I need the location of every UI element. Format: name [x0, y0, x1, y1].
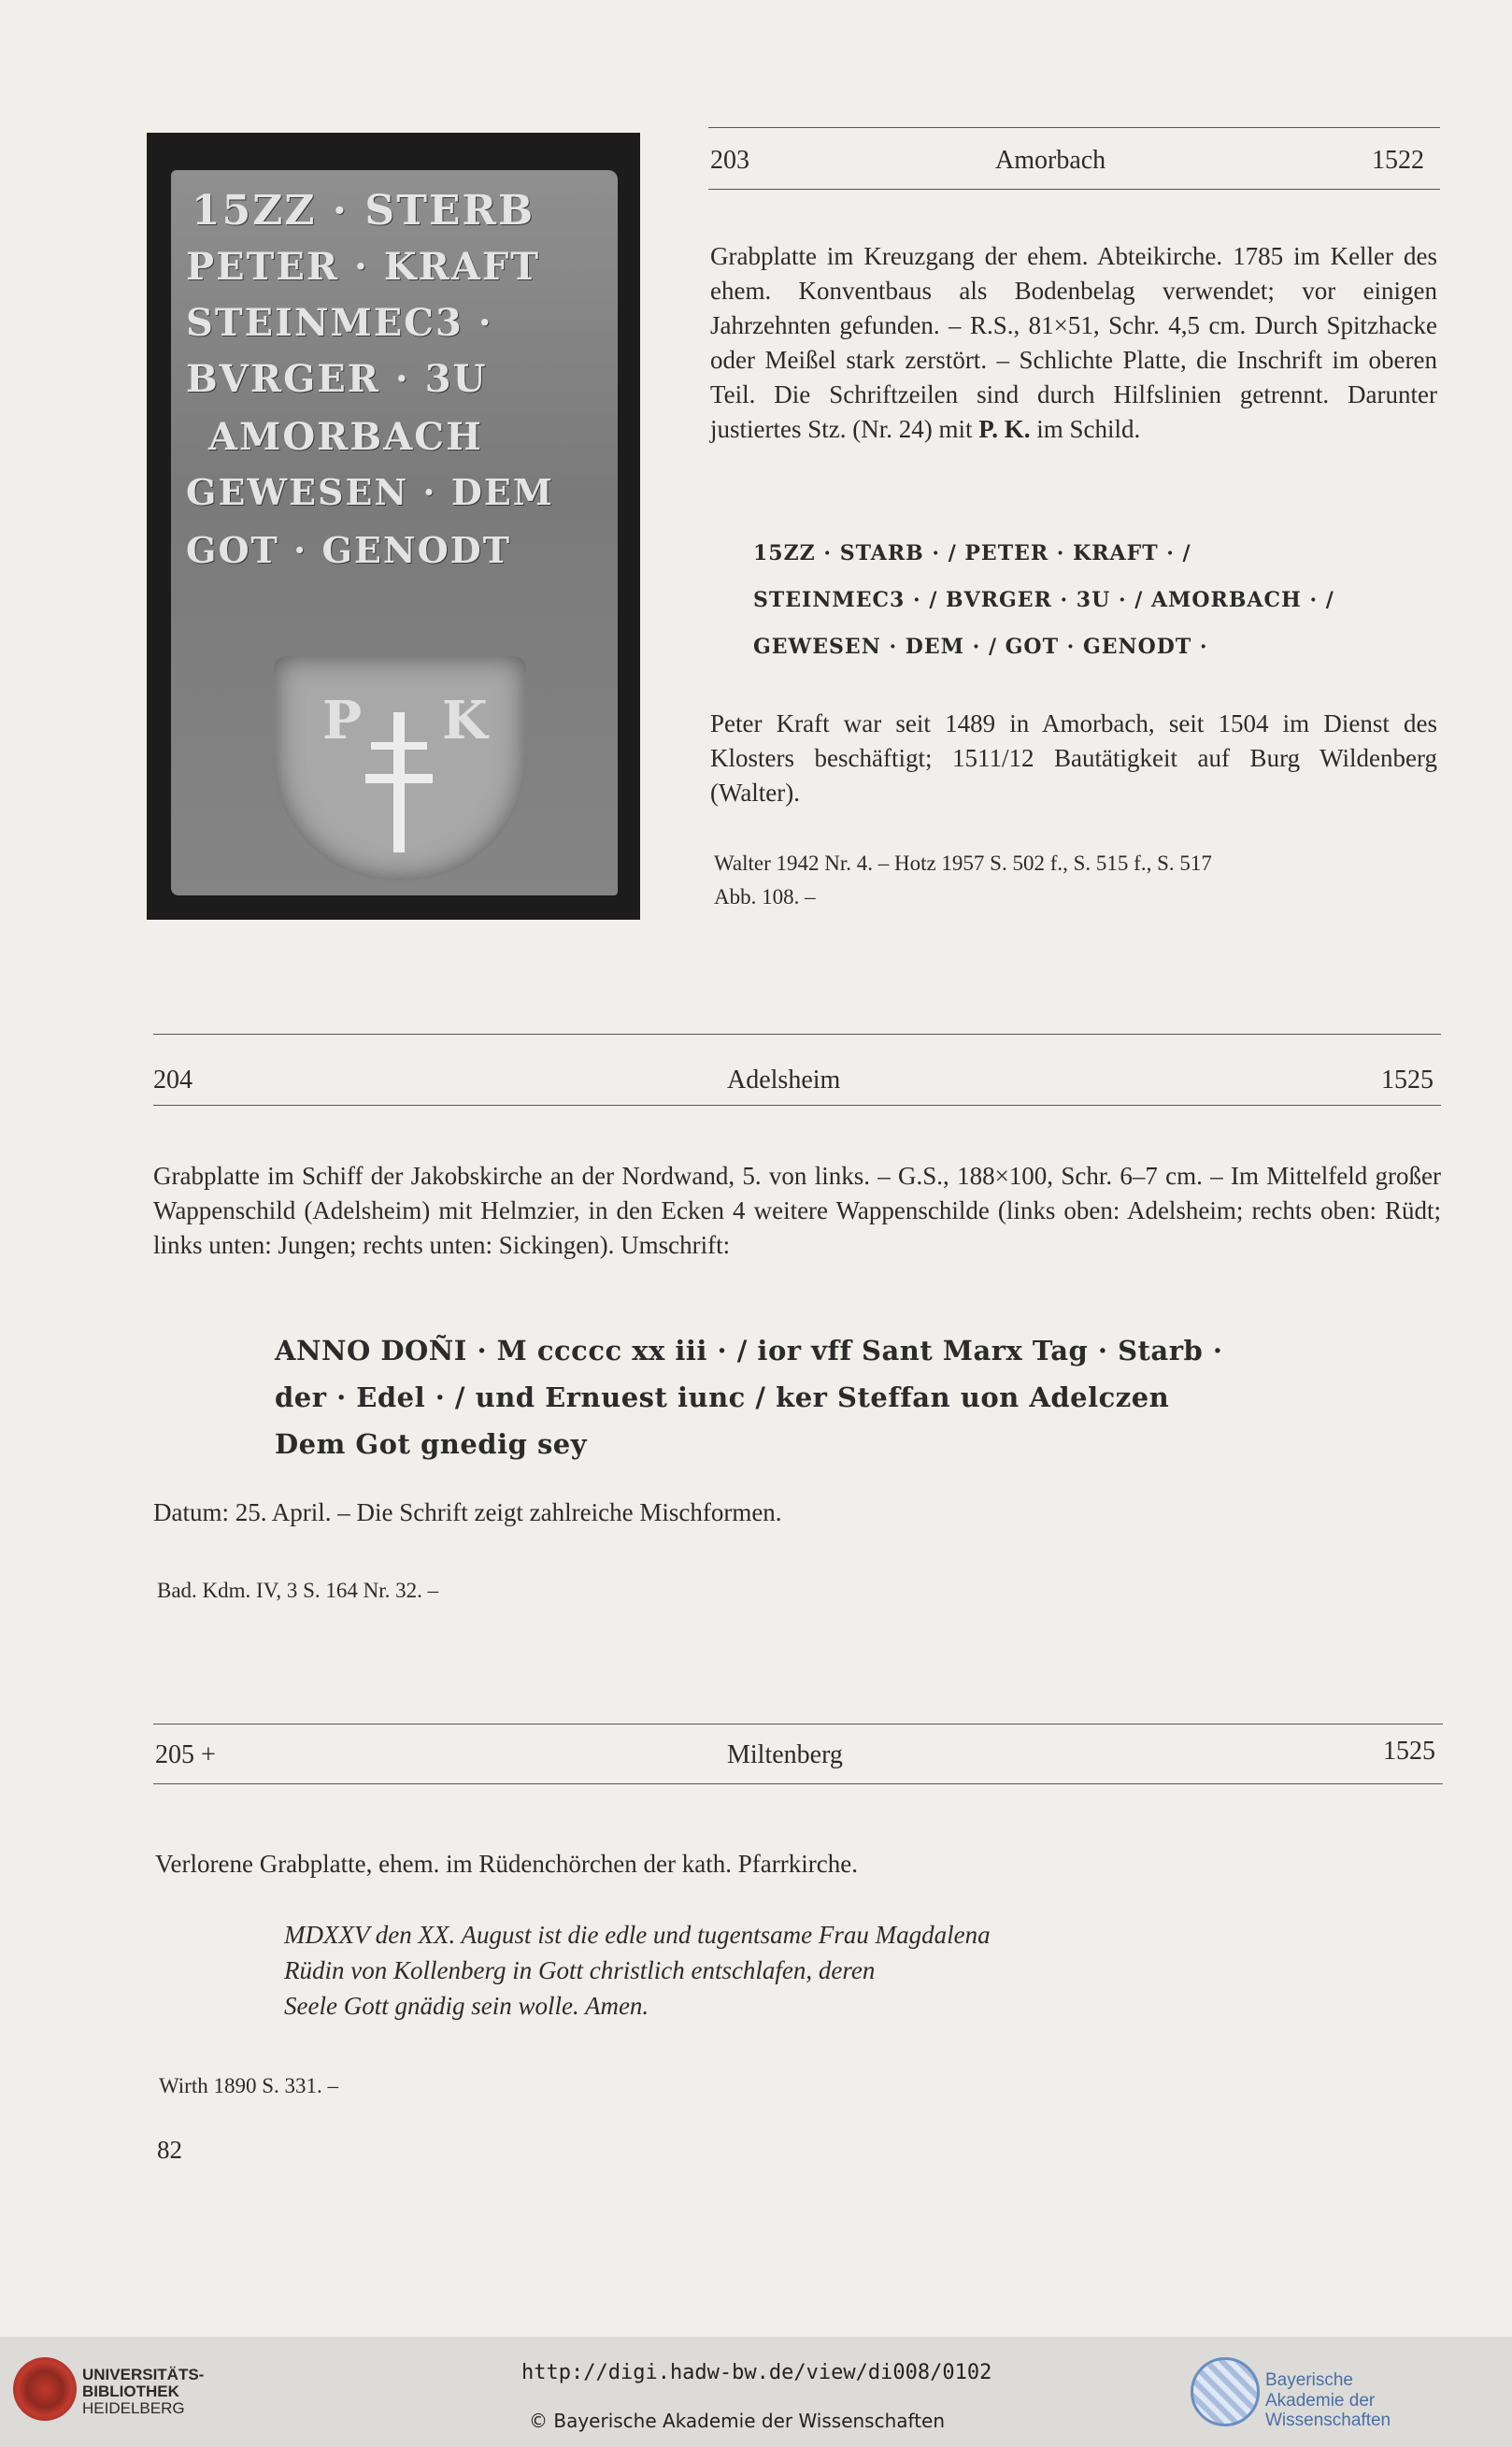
- entry-year: 1525: [1383, 1737, 1435, 1766]
- inscription-line-2: STEINMEC3 · / BVRGER · 3U · / AMORBACH · /: [753, 588, 1334, 612]
- uni-seal-icon: [13, 2357, 77, 2421]
- uni-name-line-3: HEIDELBERG: [82, 2399, 185, 2417]
- stone-line-7: GOT · GENODT: [186, 529, 512, 571]
- entry-description: Grabplatte im Schiff der Jakobskirche an der Nordwand, 5. von links. – G.S., 188×100, Schr. 6–7 cm. – Im Mittelfeld großer Wappenschild (Adelsheim) mit Helmzier, in den Ecken 4 weitere Wappenschilde (links oben: Adelsheim; rechts oben: Rüdt; links unten: Jungen; rechts unten: Sickingen). Umschrift:: [153, 1162, 1441, 1259]
- stone-line-5: AMORBACH: [208, 415, 483, 459]
- inscription-line-3: Dem Got gnedig sey: [275, 1428, 588, 1460]
- akademie-name-line-1: Bayerische: [1265, 2370, 1353, 2390]
- inscription-line-2: Rüdin von Kollenberg in Gott christlich entschlafen, deren: [284, 1956, 876, 1984]
- stone-line-6: GEWESEN · DEM: [186, 471, 554, 513]
- entry-description: Verlorene Grabplatte, ehem. im Rüdenchörchen der kath. Pfarrkirche.: [155, 1850, 858, 1878]
- stone-line-1: 15ZZ · STERB: [192, 187, 535, 235]
- entry-number: 204: [153, 1066, 193, 1095]
- entry-refs: Wirth 1890 S. 331. –: [159, 2074, 339, 2097]
- inscription-line-1: ANNO DOÑI · M ccccc xx iii · / ior vff Sant Marx Tag · Starb ·: [275, 1335, 1223, 1367]
- page-number: 82: [157, 2136, 182, 2164]
- entry-description: Grabplatte im Kreuzgang der ehem. Abteikirche. 1785 im Keller des ehem. Konventbaus als Bodenbelag verwendet; vor einigen Jahrzehnten gefunden. – R.S., 81×51, Schr. 4,5 cm. Durch Spitzhacke oder Meißel stark zerstört. – Schlichte Platte, die Inschrift im oberen Teil. Die Schriftzeilen sind durch Hilfslinien getrennt. Darunter justiertes Stz. (Nr. 24) mit P. K. im Schild.: [710, 242, 1437, 443]
- gravestone-slab: [171, 170, 618, 895]
- entry-refs-line2: Abb. 108. –: [714, 885, 816, 909]
- gravestone-photo: [147, 133, 640, 920]
- uni-name-line-1: UNIVERSITÄTS-: [82, 2366, 205, 2383]
- entry-year: 1525: [1381, 1066, 1434, 1095]
- inscription-line-1: MDXXV den XX. August ist die edle und tugentsame Frau Magdalena: [284, 1921, 991, 1949]
- shield-letter-k: K: [442, 690, 488, 751]
- stone-line-4: BVRGER · 3U: [186, 357, 488, 401]
- mason-mark-bar: [365, 774, 433, 783]
- inscription-line-1: 15ZZ · STARB · / PETER · KRAFT · /: [753, 541, 1191, 565]
- entry-refs: Bad. Kdm. IV, 3 S. 164 Nr. 32. –: [157, 1579, 439, 1602]
- rule-top-203: [708, 127, 1440, 128]
- entry-place: Miltenberg: [727, 1740, 843, 1769]
- permalink[interactable]: http://digi.hadw-bw.de/view/di008/0102: [521, 2361, 992, 2384]
- entry-number: 205 +: [155, 1740, 216, 1769]
- bayerische-akademie-logo[interactable]: [1191, 2354, 1499, 2428]
- mason-mark-top: [371, 742, 427, 750]
- entry-place: Adelsheim: [727, 1066, 841, 1095]
- uni-heidelberg-logo[interactable]: [13, 2354, 209, 2428]
- inscription-line-3: GEWESEN · DEM · / GOT · GENODT ·: [753, 635, 1208, 659]
- rule-bottom-205: [153, 1783, 1443, 1784]
- entry-place: Amorbach: [995, 146, 1106, 175]
- rule-bottom-204: [153, 1105, 1441, 1106]
- coat-of-arms-shield: [274, 656, 526, 880]
- uni-name-line-2: BIBLIOTHEK: [82, 2383, 179, 2400]
- inscription-line-2: der · Edel · / und Ernuest iunc / ker Steffan uon Adelczen: [275, 1381, 1170, 1413]
- entry-refs-line1: Walter 1942 Nr. 4. – Hotz 1957 S. 502 f., S. 515 f., S. 517: [714, 851, 1212, 875]
- rule-bottom-203: [708, 189, 1440, 190]
- footer-bar: [0, 2337, 1512, 2447]
- akademie-crest-icon: [1191, 2357, 1260, 2426]
- entry-note: Peter Kraft war seit 1489 in Amorbach, seit 1504 im Dienst des Klosters beschäftigt; 1511/12 Bautätigkeit auf Burg Wildenberg (Walter).: [710, 709, 1437, 807]
- akademie-name-line-2: Akademie der Wissenschaften: [1265, 2391, 1391, 2430]
- stone-line-3: STEINMEC3 ·: [186, 301, 493, 345]
- copyright-notice: © Bayerische Akademie der Wissenschaften: [529, 2410, 946, 2432]
- entry-number: 203: [710, 146, 749, 175]
- shield-letter-p: P: [322, 690, 363, 751]
- rule-top-204: [153, 1034, 1441, 1035]
- entry-year: 1522: [1372, 146, 1424, 175]
- stone-line-2: PETER · KRAFT: [186, 245, 541, 289]
- inscription-line-3: Seele Gott gnädig sein wolle. Amen.: [284, 1992, 649, 2020]
- entry-datum: Datum: 25. April. – Die Schrift zeigt zahlreiche Mischformen.: [153, 1498, 782, 1526]
